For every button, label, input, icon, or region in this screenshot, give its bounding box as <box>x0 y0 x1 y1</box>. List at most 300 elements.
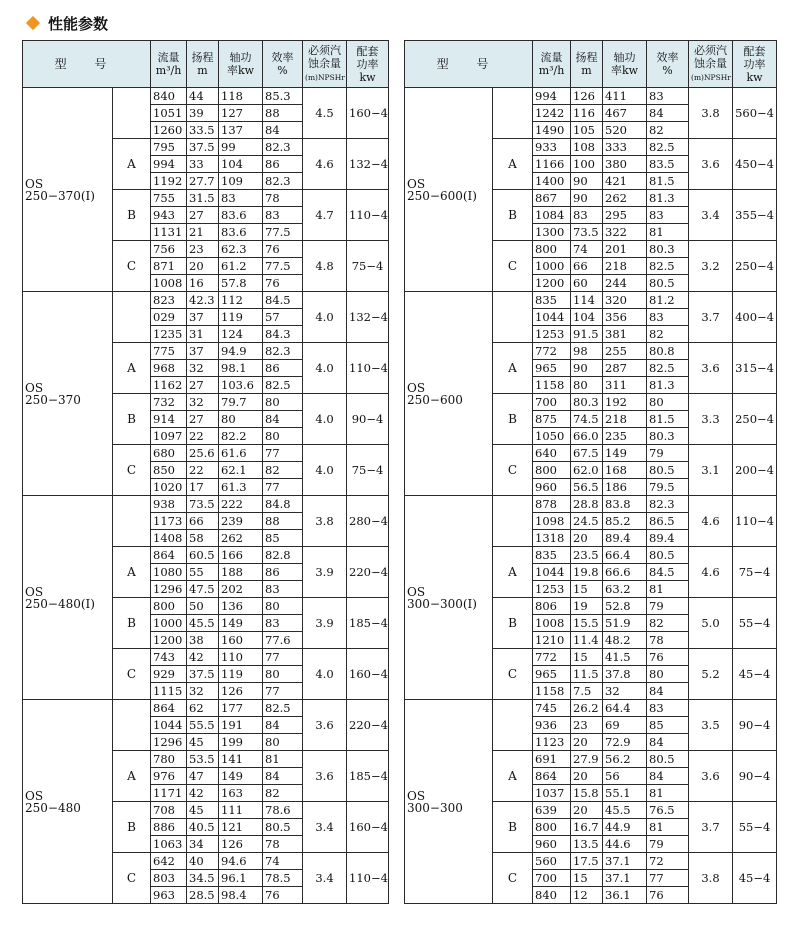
header-motor-power-line: kw <box>359 70 376 84</box>
table-row <box>23 292 389 309</box>
model-name-line: 250−480 <box>25 800 81 815</box>
efficiency-cell: 76 <box>263 275 303 292</box>
shaft-power-cell: 356 <box>603 309 647 326</box>
flow-cell: 1173 <box>151 513 187 530</box>
head-cell: 27.9 <box>571 751 603 768</box>
shaft-power-cell: 55.1 <box>603 785 647 802</box>
efficiency-cell: 84 <box>647 683 689 700</box>
shaft-power-cell: 333 <box>603 139 647 156</box>
npshr-cell: 4.6 <box>689 496 733 547</box>
flow-cell: 878 <box>533 496 571 513</box>
diamond-bullet-icon <box>26 16 40 30</box>
efficiency-cell: 83.5 <box>647 156 689 173</box>
header-efficiency-line: 效率 <box>271 51 294 64</box>
header-motor-power-line: 配套 <box>743 44 766 58</box>
efficiency-cell: 83 <box>647 700 689 717</box>
flow-cell: 1084 <box>533 207 571 224</box>
impeller-variant: B <box>113 190 151 241</box>
npshr-cell: 3.4 <box>689 190 733 241</box>
motor-power-cell: 110−4 <box>347 190 389 241</box>
efficiency-cell: 83 <box>647 207 689 224</box>
npshr-cell: 4.5 <box>303 88 347 139</box>
header-row <box>23 41 389 88</box>
efficiency-cell: 81 <box>647 581 689 598</box>
head-cell: 45.5 <box>187 615 219 632</box>
efficiency-cell: 77.5 <box>263 224 303 241</box>
efficiency-cell: 80.8 <box>647 343 689 360</box>
flow-cell: 1490 <box>533 122 571 139</box>
model-name-line: 250−600(I) <box>407 188 477 203</box>
model-name <box>23 292 113 496</box>
head-cell: 37.5 <box>187 666 219 683</box>
shaft-power-cell: 411 <box>603 88 647 105</box>
head-cell: 12 <box>571 887 603 904</box>
flow-cell: 1162 <box>151 377 187 394</box>
header-head <box>187 41 219 88</box>
head-cell: 73.5 <box>571 224 603 241</box>
head-cell: 15 <box>571 870 603 887</box>
shaft-power-cell: 83.6 <box>219 207 263 224</box>
flow-cell: 936 <box>533 717 571 734</box>
impeller-variant <box>113 700 151 751</box>
head-cell: 31 <box>187 326 219 343</box>
model-name <box>405 88 493 292</box>
shaft-power-cell: 80 <box>219 411 263 428</box>
npshr-cell: 3.6 <box>303 700 347 751</box>
impeller-variant: B <box>113 598 151 649</box>
head-cell: 62.0 <box>571 462 603 479</box>
shaft-power-cell: 48.2 <box>603 632 647 649</box>
head-cell: 20 <box>571 802 603 819</box>
efficiency-cell: 79 <box>647 598 689 615</box>
header-flow-line: 流量 <box>540 51 563 64</box>
flow-cell: 968 <box>151 360 187 377</box>
motor-power-cell: 160−4 <box>347 88 389 139</box>
flow-cell: 1080 <box>151 564 187 581</box>
flow-cell: 835 <box>533 547 571 564</box>
flow-cell: 1123 <box>533 734 571 751</box>
header-flow-line: 流量 <box>157 51 180 64</box>
flow-cell: 1253 <box>533 581 571 598</box>
motor-power-cell: 220−4 <box>347 547 389 598</box>
head-cell: 50 <box>187 598 219 615</box>
shaft-power-cell: 64.4 <box>603 700 647 717</box>
efficiency-cell: 80.3 <box>647 241 689 258</box>
head-cell: 15.5 <box>571 615 603 632</box>
impeller-variant: B <box>493 190 533 241</box>
head-cell: 90 <box>571 173 603 190</box>
head-cell: 74 <box>571 241 603 258</box>
head-cell: 55.5 <box>187 717 219 734</box>
flow-cell: 871 <box>151 258 187 275</box>
efficiency-cell: 81 <box>263 751 303 768</box>
shaft-power-cell: 244 <box>603 275 647 292</box>
impeller-variant: B <box>493 802 533 853</box>
head-cell: 13.5 <box>571 836 603 853</box>
head-cell: 27.7 <box>187 173 219 190</box>
head-cell: 47 <box>187 768 219 785</box>
header-shaft-power-line: 轴功 <box>613 51 636 64</box>
shaft-power-cell: 199 <box>219 734 263 751</box>
shaft-power-cell: 37.1 <box>603 853 647 870</box>
efficiency-cell: 81 <box>647 819 689 836</box>
flow-cell: 1253 <box>533 326 571 343</box>
flow-cell: 800 <box>151 598 187 615</box>
efficiency-cell: 77 <box>263 445 303 462</box>
efficiency-cell: 82 <box>647 326 689 343</box>
efficiency-cell: 80 <box>263 598 303 615</box>
shaft-power-cell: 79.7 <box>219 394 263 411</box>
flow-cell: 780 <box>151 751 187 768</box>
table-row <box>23 88 389 105</box>
shaft-power-cell: 136 <box>219 598 263 615</box>
flow-cell: 639 <box>533 802 571 819</box>
header-flow <box>533 41 571 88</box>
header-efficiency <box>647 41 689 88</box>
npshr-cell: 4.0 <box>303 343 347 394</box>
flow-cell: 864 <box>151 700 187 717</box>
efficiency-cell: 82 <box>647 122 689 139</box>
efficiency-cell: 85 <box>647 717 689 734</box>
flow-cell: 1000 <box>533 258 571 275</box>
motor-power-cell: 55−4 <box>733 802 777 853</box>
motor-power-cell: 132−4 <box>347 139 389 190</box>
head-cell: 20 <box>571 530 603 547</box>
shaft-power-cell: 36.1 <box>603 887 647 904</box>
shaft-power-cell: 124 <box>219 326 263 343</box>
flow-cell: 708 <box>151 802 187 819</box>
motor-power-cell: 200−4 <box>733 445 777 496</box>
shaft-power-cell: 56.2 <box>603 751 647 768</box>
head-cell: 114 <box>571 292 603 309</box>
efficiency-cell: 84.3 <box>263 326 303 343</box>
efficiency-cell: 85 <box>263 530 303 547</box>
flow-cell: 886 <box>151 819 187 836</box>
head-cell: 32 <box>187 394 219 411</box>
head-cell: 11.4 <box>571 632 603 649</box>
head-cell: 60 <box>571 275 603 292</box>
flow-cell: 560 <box>533 853 571 870</box>
head-cell: 37 <box>187 309 219 326</box>
head-cell: 27 <box>187 411 219 428</box>
shaft-power-cell: 37.1 <box>603 870 647 887</box>
flow-cell: 803 <box>151 870 187 887</box>
flow-cell: 976 <box>151 768 187 785</box>
shaft-power-cell: 202 <box>219 581 263 598</box>
head-cell: 66.0 <box>571 428 603 445</box>
flow-cell: 1210 <box>533 632 571 649</box>
model-name-line: OS <box>407 788 426 803</box>
table-row <box>405 88 777 105</box>
flow-cell: 1260 <box>151 122 187 139</box>
head-cell: 15.8 <box>571 785 603 802</box>
model-name-line: OS <box>25 788 44 803</box>
flow-cell: 965 <box>533 666 571 683</box>
shaft-power-cell: 99 <box>219 139 263 156</box>
efficiency-cell: 82.3 <box>263 343 303 360</box>
shaft-power-cell: 52.8 <box>603 598 647 615</box>
efficiency-cell: 80 <box>263 428 303 445</box>
efficiency-cell: 77.6 <box>263 632 303 649</box>
header-model-line: 型 号 <box>436 56 501 71</box>
flow-cell: 864 <box>533 768 571 785</box>
efficiency-cell: 80.5 <box>647 462 689 479</box>
model-name-line: OS <box>25 176 44 191</box>
head-cell: 83 <box>571 207 603 224</box>
flow-cell: 960 <box>533 836 571 853</box>
efficiency-cell: 84.5 <box>263 292 303 309</box>
head-cell: 47.5 <box>187 581 219 598</box>
model-name-line: OS <box>407 176 426 191</box>
shaft-power-cell: 41.5 <box>603 649 647 666</box>
flow-cell: 029 <box>151 309 187 326</box>
efficiency-cell: 84 <box>263 122 303 139</box>
efficiency-cell: 82.3 <box>647 496 689 513</box>
shaft-power-cell: 149 <box>219 768 263 785</box>
impeller-variant <box>113 292 151 343</box>
shaft-power-cell: 222 <box>219 496 263 513</box>
shaft-power-cell: 110 <box>219 649 263 666</box>
impeller-variant: A <box>113 751 151 802</box>
flow-cell: 1200 <box>151 632 187 649</box>
efficiency-cell: 81.3 <box>647 377 689 394</box>
efficiency-cell: 77 <box>263 683 303 700</box>
head-cell: 11.5 <box>571 666 603 683</box>
model-name-line: 300−300(I) <box>407 596 477 611</box>
efficiency-cell: 82 <box>647 615 689 632</box>
shaft-power-cell: 287 <box>603 360 647 377</box>
efficiency-cell: 81.5 <box>647 173 689 190</box>
header-head-line: m <box>197 64 208 77</box>
head-cell: 23 <box>187 241 219 258</box>
efficiency-cell: 78.6 <box>263 802 303 819</box>
efficiency-cell: 79 <box>647 836 689 853</box>
flow-cell: 835 <box>533 292 571 309</box>
head-cell: 37 <box>187 343 219 360</box>
efficiency-cell: 86 <box>263 360 303 377</box>
head-cell: 66 <box>187 513 219 530</box>
motor-power-cell: 220−4 <box>347 700 389 751</box>
efficiency-cell: 83 <box>263 581 303 598</box>
head-cell: 32 <box>187 683 219 700</box>
efficiency-cell: 84 <box>263 768 303 785</box>
efficiency-cell: 78 <box>263 190 303 207</box>
flow-cell: 933 <box>533 139 571 156</box>
flow-cell: 1296 <box>151 734 187 751</box>
shaft-power-cell: 421 <box>603 173 647 190</box>
shaft-power-cell: 89.4 <box>603 530 647 547</box>
shaft-power-cell: 94.6 <box>219 853 263 870</box>
efficiency-cell: 82.3 <box>263 173 303 190</box>
motor-power-cell: 45−4 <box>733 649 777 700</box>
shaft-power-cell: 149 <box>219 615 263 632</box>
efficiency-cell: 82.5 <box>647 360 689 377</box>
motor-power-cell: 160−4 <box>347 802 389 853</box>
impeller-variant: A <box>493 547 533 598</box>
head-cell: 17 <box>187 479 219 496</box>
flow-cell: 840 <box>533 887 571 904</box>
shaft-power-cell: 62.1 <box>219 462 263 479</box>
head-cell: 100 <box>571 156 603 173</box>
shaft-power-cell: 126 <box>219 683 263 700</box>
impeller-variant: A <box>113 547 151 598</box>
npshr-cell: 3.8 <box>689 853 733 904</box>
efficiency-cell: 77 <box>263 479 303 496</box>
header-head-line: 扬程 <box>191 51 214 64</box>
flow-cell: 960 <box>533 479 571 496</box>
flow-cell: 700 <box>533 394 571 411</box>
npshr-cell: 3.7 <box>689 292 733 343</box>
shaft-power-cell: 239 <box>219 513 263 530</box>
shaft-power-cell: 72.9 <box>603 734 647 751</box>
head-cell: 45 <box>187 802 219 819</box>
header-npshr <box>303 41 347 88</box>
shaft-power-cell: 119 <box>219 309 263 326</box>
head-cell: 40.5 <box>187 819 219 836</box>
head-cell: 25.6 <box>187 445 219 462</box>
head-cell: 40 <box>187 853 219 870</box>
motor-power-cell: 75−4 <box>733 547 777 598</box>
efficiency-cell: 57 <box>263 309 303 326</box>
head-cell: 44 <box>187 88 219 105</box>
shaft-power-cell: 137 <box>219 122 263 139</box>
shaft-power-cell: 118 <box>219 88 263 105</box>
shaft-power-cell: 235 <box>603 428 647 445</box>
efficiency-cell: 78 <box>263 836 303 853</box>
shaft-power-cell: 149 <box>603 445 647 462</box>
efficiency-cell: 72 <box>647 853 689 870</box>
model-name <box>405 496 493 700</box>
table-row <box>23 700 389 717</box>
flow-cell: 1098 <box>533 513 571 530</box>
head-cell: 19.8 <box>571 564 603 581</box>
flow-cell: 929 <box>151 666 187 683</box>
flow-cell: 823 <box>151 292 187 309</box>
shaft-power-cell: 177 <box>219 700 263 717</box>
shaft-power-cell: 520 <box>603 122 647 139</box>
efficiency-cell: 80 <box>647 666 689 683</box>
header-model <box>405 41 533 88</box>
efficiency-cell: 76 <box>647 649 689 666</box>
shaft-power-cell: 103.6 <box>219 377 263 394</box>
header-row <box>405 41 777 88</box>
impeller-variant: A <box>493 343 533 394</box>
head-cell: 45 <box>187 734 219 751</box>
impeller-variant: A <box>113 139 151 190</box>
head-cell: 80.3 <box>571 394 603 411</box>
model-name-line: OS <box>407 584 426 599</box>
shaft-power-cell: 186 <box>603 479 647 496</box>
efficiency-cell: 80.5 <box>647 547 689 564</box>
efficiency-cell: 82.5 <box>647 139 689 156</box>
shaft-power-cell: 83 <box>219 190 263 207</box>
flow-cell: 840 <box>151 88 187 105</box>
efficiency-cell: 84 <box>647 734 689 751</box>
shaft-power-cell: 98.4 <box>219 887 263 904</box>
model-name-line: 250−370 <box>25 392 81 407</box>
shaft-power-cell: 56 <box>603 768 647 785</box>
model-name-line: OS <box>25 380 44 395</box>
efficiency-cell: 78 <box>647 632 689 649</box>
npshr-cell: 4.8 <box>303 241 347 292</box>
flow-cell: 1020 <box>151 479 187 496</box>
head-cell: 34 <box>187 836 219 853</box>
flow-cell: 1166 <box>533 156 571 173</box>
flow-cell: 1192 <box>151 173 187 190</box>
shaft-power-cell: 85.2 <box>603 513 647 530</box>
header-motor-power-line: kw <box>746 70 763 84</box>
motor-power-cell: 250−4 <box>733 241 777 292</box>
efficiency-cell: 81.5 <box>647 411 689 428</box>
efficiency-cell: 88 <box>263 105 303 122</box>
impeller-variant: C <box>113 649 151 700</box>
head-cell: 56.5 <box>571 479 603 496</box>
flow-cell: 642 <box>151 853 187 870</box>
head-cell: 98 <box>571 343 603 360</box>
header-motor-power-line: 配套 <box>356 44 379 58</box>
impeller-variant <box>113 88 151 139</box>
header-head-line: 扬程 <box>575 51 598 64</box>
flow-cell: 864 <box>151 547 187 564</box>
flow-cell: 914 <box>151 411 187 428</box>
motor-power-cell: 132−4 <box>347 292 389 343</box>
head-cell: 24.5 <box>571 513 603 530</box>
shaft-power-cell: 112 <box>219 292 263 309</box>
npshr-cell: 3.9 <box>303 598 347 649</box>
header-model <box>23 41 151 88</box>
header-npshr-line: (m)NPSHr <box>305 73 345 82</box>
shaft-power-cell: 66.6 <box>603 564 647 581</box>
npshr-cell: 3.7 <box>689 802 733 853</box>
head-cell: 15 <box>571 581 603 598</box>
efficiency-cell: 89.4 <box>647 530 689 547</box>
model-name <box>23 88 113 292</box>
head-cell: 15 <box>571 649 603 666</box>
flow-cell: 800 <box>533 241 571 258</box>
shaft-power-cell: 109 <box>219 173 263 190</box>
flow-cell: 680 <box>151 445 187 462</box>
shaft-power-cell: 218 <box>603 411 647 428</box>
shaft-power-cell: 61.2 <box>219 258 263 275</box>
npshr-cell: 3.1 <box>689 445 733 496</box>
flow-cell: 1000 <box>151 615 187 632</box>
efficiency-cell: 79.5 <box>647 479 689 496</box>
header-npshr-line: 蚀余量 <box>694 57 728 70</box>
flow-cell: 1296 <box>151 581 187 598</box>
shaft-power-cell: 381 <box>603 326 647 343</box>
shaft-power-cell: 255 <box>603 343 647 360</box>
motor-power-cell: 160−4 <box>347 649 389 700</box>
motor-power-cell: 185−4 <box>347 751 389 802</box>
motor-power-cell: 355−4 <box>733 190 777 241</box>
head-cell: 16 <box>187 275 219 292</box>
model-name-line: 250−600 <box>407 392 463 407</box>
efficiency-cell: 80 <box>263 394 303 411</box>
shaft-power-cell: 104 <box>219 156 263 173</box>
shaft-power-cell: 191 <box>219 717 263 734</box>
shaft-power-cell: 126 <box>219 836 263 853</box>
header-motor-power <box>347 41 389 88</box>
impeller-variant: B <box>493 394 533 445</box>
efficiency-cell: 80.5 <box>647 275 689 292</box>
flow-cell: 1051 <box>151 105 187 122</box>
shaft-power-cell: 83.6 <box>219 224 263 241</box>
head-cell: 105 <box>571 122 603 139</box>
head-cell: 26.2 <box>571 700 603 717</box>
npshr-cell: 4.0 <box>303 292 347 343</box>
head-cell: 42.3 <box>187 292 219 309</box>
shaft-power-cell: 201 <box>603 241 647 258</box>
